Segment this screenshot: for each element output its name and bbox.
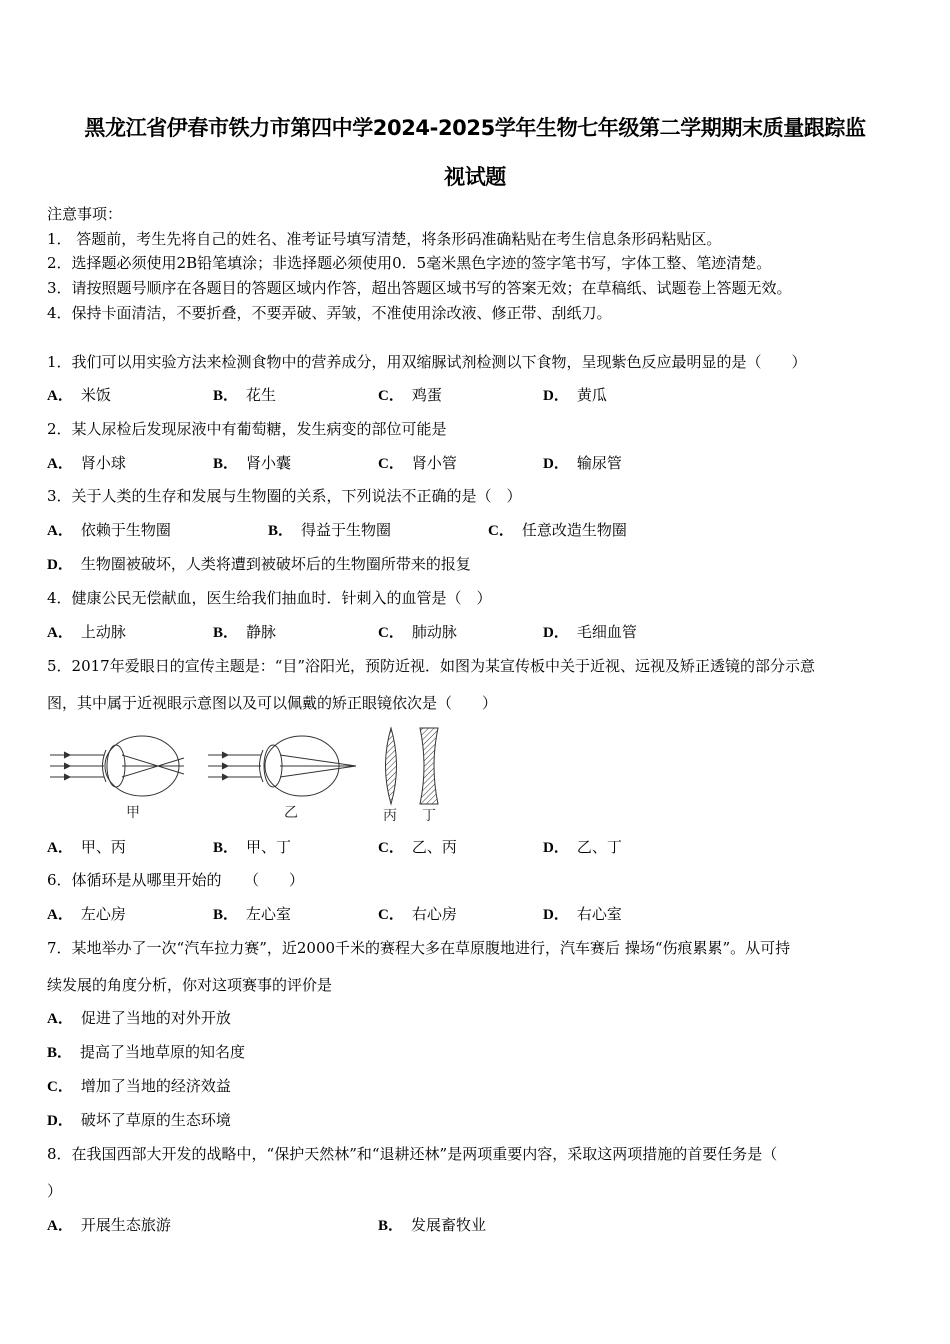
notice-item: 3．请按照题号顺序在各题目的答题区域内作答，超出答题区域书写的答案无效；在草稿纸、试题卷上答题无效。 (47, 279, 792, 297)
q6-option-c[interactable]: C． 右心房 (378, 905, 457, 923)
eye-lens-diagram (44, 722, 464, 828)
question-3-stem: 3．关于人类的生存和发展与生物圈的关系，下列说法不正确的是（ ） (47, 487, 522, 505)
page-title-line-1: 黑龙江省伊春市铁力市第四中学2024-2025学年生物七年级第二学期期末质量跟踪监 (84, 116, 866, 140)
q3-option-b[interactable]: B． 得益于生物圈 (268, 521, 392, 539)
q4-option-c[interactable]: C． 肺动脉 (378, 623, 457, 641)
figure-label-jia: 甲 (126, 805, 140, 821)
concave-lens-ding (420, 728, 438, 804)
q6-option-d[interactable]: D． 右心室 (543, 905, 622, 923)
question-6-stem: 6．体循环是从哪里开始的 （ ） (47, 871, 305, 889)
question-1-stem: 1．我们可以用实验方法来检测食物中的营养成分，用双缩脲试剂检测以下食物，呈现紫色反应最明显的是（ ） (47, 353, 807, 371)
q7-option-a[interactable]: A． 促进了当地的对外开放 (47, 1009, 231, 1027)
q7-option-b[interactable]: B． 提高了当地草原的知名度 (47, 1043, 246, 1061)
q4-option-a[interactable]: A． 上动脉 (47, 623, 126, 641)
q2-option-a[interactable]: A． 肾小球 (47, 454, 126, 472)
figure-label-ding: 丁 (422, 808, 436, 824)
q4-option-d[interactable]: D． 毛细血管 (543, 623, 637, 641)
q2-option-c[interactable]: C． 肾小管 (378, 454, 457, 472)
convex-lens-bing (386, 728, 397, 804)
question-7-stem: 7．某地举办了一次“汽车拉力赛”，近2000千米的赛程大多在草原腹地进行，汽车赛后 操场“伤痕累累”。从可持 (47, 939, 791, 957)
q3-option-d[interactable]: D． 生物圈被破坏，人类将遭到被破坏后的生物圈所带来的报复 (47, 555, 471, 573)
notice-item: 4．保持卡面清洁，不要折叠，不要弄破、弄皱，不准使用涂改液、修正带、刮纸刀。 (47, 304, 612, 322)
question-2-stem: 2．某人尿检后发现尿液中有葡萄糖，发生病变的部位可能是 (47, 420, 447, 438)
q6-option-a[interactable]: A． 左心房 (47, 905, 126, 923)
eye-lens-figure (44, 722, 464, 828)
q1-option-d[interactable]: D． 黄瓜 (543, 386, 607, 404)
q5-option-b[interactable]: B． 甲、丁 (213, 838, 292, 856)
q7-option-d[interactable]: D． 破坏了草原的生态环境 (47, 1111, 231, 1129)
q7-option-c[interactable]: C． 增加了当地的经济效益 (47, 1077, 231, 1095)
question-5-stem: 5．2017年爱眼日的宣传主题是：“目”浴阳光，预防近视．如图为某宣传板中关于近视、远视及矫正透镜的部分示意 (47, 657, 816, 675)
q1-option-b[interactable]: B． 花生 (213, 386, 277, 404)
q5-option-d[interactable]: D． 乙、丁 (543, 838, 622, 856)
q5-option-a[interactable]: A． 甲、丙 (47, 838, 126, 856)
question-8-stem: 8．在我国西部大开发的战略中，“保护天然林”和“退耕还林”是两项重要内容，采取这两项措施的首要任务是（ (47, 1145, 778, 1163)
q1-option-a[interactable]: A． 米饭 (47, 386, 111, 404)
figure-label-bing: 丙 (383, 808, 397, 824)
notice-item: 2．选择题必须使用2B铅笔填涂；非选择题必须使用0．5毫米黑色字迹的签字笔书写，字体工整、笔迹清楚。 (47, 254, 772, 272)
question-7-stem-cont: 续发展的角度分析，你对这项赛事的评价是 (47, 976, 333, 994)
question-5-stem-cont: 图，其中属于近视眼示意图以及可以佩戴的矫正眼镜依次是（ ） (47, 694, 498, 712)
q8-option-a[interactable]: A． 开展生态旅游 (47, 1216, 171, 1234)
q5-option-c[interactable]: C． 乙、丙 (378, 838, 457, 856)
page-title-line-2: 视试题 (444, 165, 506, 189)
q2-option-d[interactable]: D． 输尿管 (543, 454, 622, 472)
q6-option-b[interactable]: B． 左心室 (213, 905, 292, 923)
question-8-stem-cont: ） (47, 1182, 63, 1200)
figure-label-yi: 乙 (284, 805, 298, 821)
eye-diagram-yi (208, 736, 356, 796)
notice-heading: 注意事项： (47, 205, 123, 223)
q2-option-b[interactable]: B． 肾小囊 (213, 454, 292, 472)
question-4-stem: 4．健康公民无偿献血，医生给我们抽血时．针刺入的血管是（ ） (47, 589, 492, 607)
q8-option-b[interactable]: B． 发展畜牧业 (378, 1216, 487, 1234)
q3-option-a[interactable]: A． 依赖于生物圈 (47, 521, 171, 539)
q1-option-c[interactable]: C． 鸡蛋 (378, 386, 442, 404)
eye-diagram-jia (50, 736, 184, 796)
q3-option-c[interactable]: C． 任意改造生物圈 (488, 521, 627, 539)
q4-option-b[interactable]: B． 静脉 (213, 623, 277, 641)
notice-item: 1． 答题前，考生先将自己的姓名、准考证号填写清楚，将条形码准确粘贴在考生信息条形码粘贴区。 (47, 230, 722, 248)
